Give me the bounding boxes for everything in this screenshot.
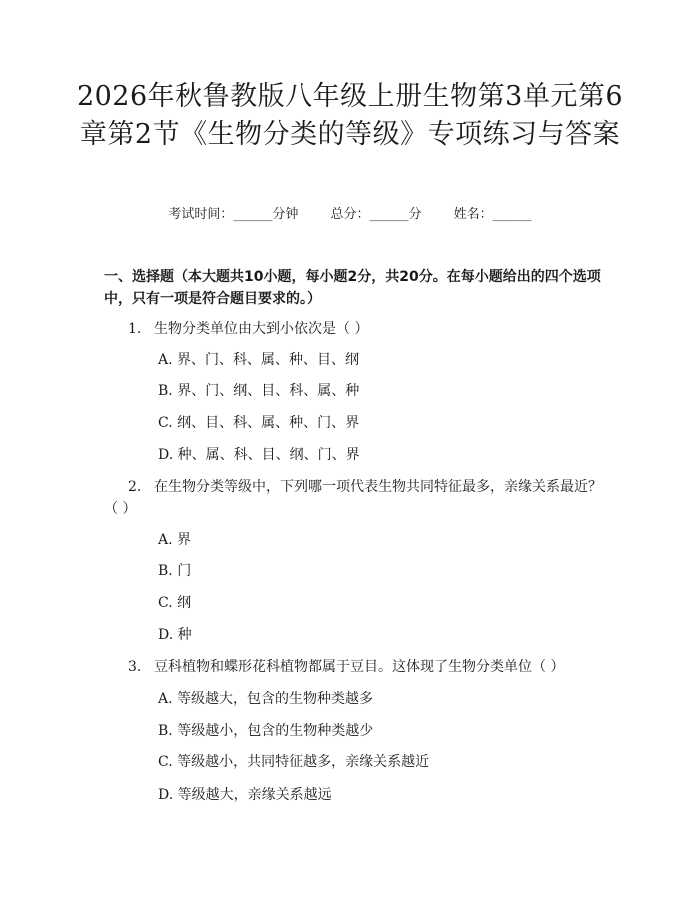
- q1-option-b: B. 界、门、纲、目、科、属、种: [158, 383, 360, 399]
- exam-time: 考试时间：______分钟: [168, 207, 299, 222]
- q1-option-c: C. 纲、目、科、属、种、门、界: [158, 415, 360, 431]
- q1-option-a: A. 界、门、科、属、种、目、纲: [158, 352, 360, 368]
- question-2: [104, 476, 604, 520]
- q1-option-d: D. 种、属、科、目、纲、门、界: [158, 447, 360, 463]
- q2-option-a: A. 界: [158, 532, 192, 548]
- q2-option-d: D. 种: [158, 627, 192, 643]
- q3-option-d: D. 等级越大，亲缘关系越远: [158, 787, 332, 803]
- q2-option-c: C. 纲: [158, 595, 192, 611]
- question-number: 3.: [128, 659, 142, 675]
- question-stem: 在生物分类等级中，下列哪一项代表生物共同特征最多，亲缘关系最近？（ ）: [104, 479, 602, 517]
- question-1: [104, 318, 604, 340]
- document-title: 2026年秋鲁教版八年级上册生物第3单元第6章第2节《生物分类的等级》专项练习与答案: [76, 81, 624, 150]
- q3-option-c: C. 等级越小，共同特征越多，亲缘关系越近: [158, 754, 430, 770]
- exam-meta: [0, 206, 700, 224]
- question-stem: 豆科植物和蝶形花科植物都属于豆目。这体现了生物分类单位（ ）: [154, 659, 565, 675]
- q2-option-b: B. 门: [158, 563, 192, 579]
- question-stem: 生物分类单位由大到小依次是（ ）: [154, 321, 369, 337]
- question-number: 2.: [128, 479, 142, 495]
- section-heading: 一、选择题（本大题共10小题，每小题2分，共20分。在每小题给出的四个选项中，只有一项是符合题目要求的。）: [104, 269, 601, 307]
- student-name: 姓名：______: [453, 207, 532, 222]
- q3-option-b: B. 等级越小，包含的生物种类越少: [158, 723, 374, 739]
- total-score: 总分：______分: [330, 207, 422, 222]
- question-3: [104, 656, 604, 678]
- question-number: 1.: [128, 321, 142, 337]
- q3-option-a: A. 等级越大，包含的生物种类越多: [158, 691, 374, 707]
